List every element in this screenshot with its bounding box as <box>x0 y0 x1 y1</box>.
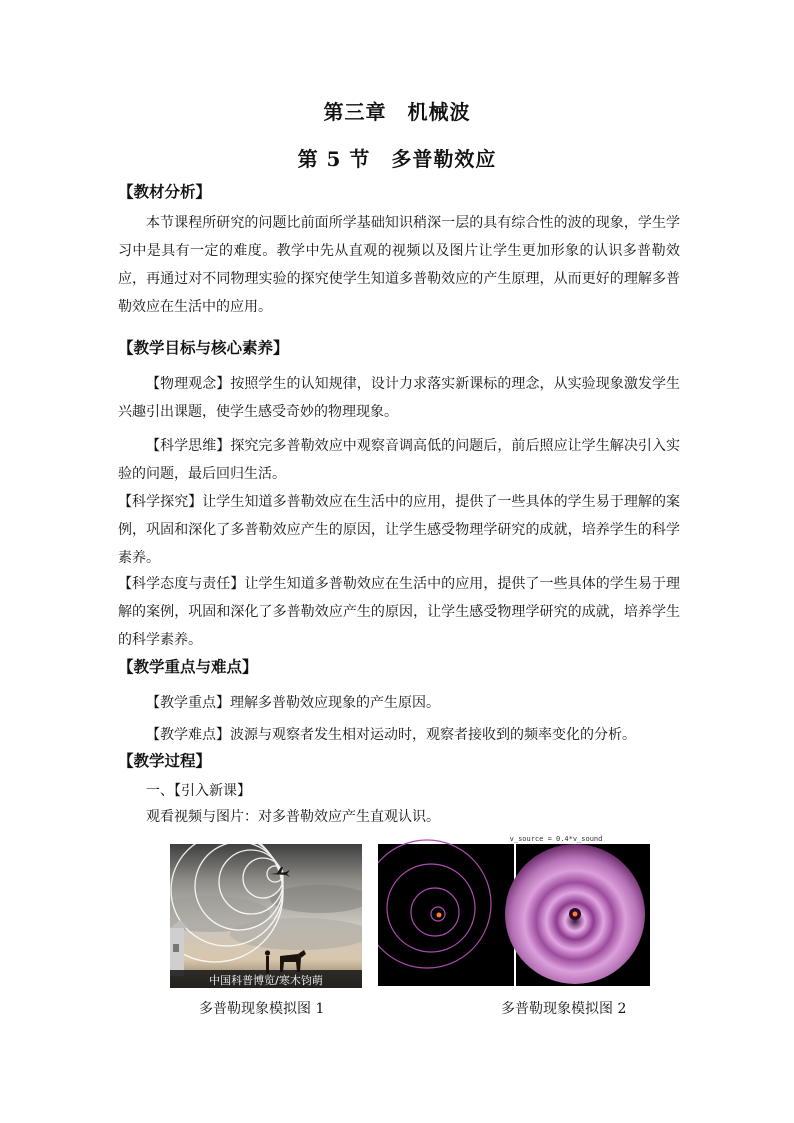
wave-source-dot <box>437 913 442 918</box>
analysis-heading: 【教材分析】 <box>118 182 212 201</box>
section-title: 第 5 节 多普勒效应 <box>297 147 497 171</box>
key-point: 【教学重点】理解多普勒效应现象的产生原因。 <box>146 695 440 711</box>
goal-physics-concept: 【物理观念】按照学生的认知规律，设计力求落实新课标的理念，从实验现象激发学生兴趣引出课题，使学生感受奇妙的物理现象。 <box>118 376 680 420</box>
figure-1-caption: 多普勒现象模拟图 1 <box>199 1001 325 1017</box>
glow-source-dot <box>573 912 578 917</box>
analysis-paragraph: 本节课程所研究的问题比前面所学基础知识稍深一层的具有综合性的波的现象，学生学习中是具有一定的难度。教学中先从直观的视频以及图片让学生更加形象的认识多普勒效应，再通过对不同物理实验的探究使学生知道多普勒效应的产生原理，从而更好的理解多普勒效应在生活中的应用。 <box>118 215 680 315</box>
doppler-figure-1 <box>170 844 362 988</box>
doppler-figure-2 <box>378 830 650 986</box>
figure-2-caption: 多普勒现象模拟图 2 <box>501 1001 627 1017</box>
difficult-point: 【教学难点】波源与观察者发生相对运动时，观察者接收到的频率变化的分析。 <box>146 727 636 743</box>
goal-scientific-thinking: 【科学思维】探究完多普勒效应中观察音调高低的问题后，前后照应让学生解决引入实验的问题，最后回归生活。 <box>118 438 680 482</box>
goals-heading: 【教学目标与核心素养】 <box>118 338 289 357</box>
figure-1-watermark: 中国科普博览/寒木钧萌 <box>209 974 323 987</box>
doppler-photo-illustration <box>170 844 362 988</box>
doppler-wave-simulation <box>378 830 650 986</box>
process-heading: 【教学过程】 <box>118 751 212 770</box>
process-step-1: 一、【引入新课】 <box>146 783 251 799</box>
goal-scientific-inquiry: 【科学探究】让学生知道多普勒效应在生活中的应用，提供了一些具体的学生易于理解的案例，巩固和深化了多普勒效应产生的原因，让学生感受物理学研究的成就，培养学生的科学素养。 <box>118 494 680 566</box>
goal-scientific-attitude: 【科学态度与责任】让学生知道多普勒效应在生活中的应用，提供了一些具体的学生易于理解的案例，巩固和深化了多普勒效应产生的原因，让学生感受物理学研究的成就，培养学生的科学素养。 <box>118 576 680 648</box>
chapter-title: 第三章 机械波 <box>323 100 471 124</box>
velocity-formula-label: v_source = 0.4*v_sound <box>509 835 603 843</box>
key-heading: 【教学重点与难点】 <box>118 657 258 676</box>
process-step-1-text: 观看视频与图片：对多普勒效应产生直观认识。 <box>146 809 440 825</box>
